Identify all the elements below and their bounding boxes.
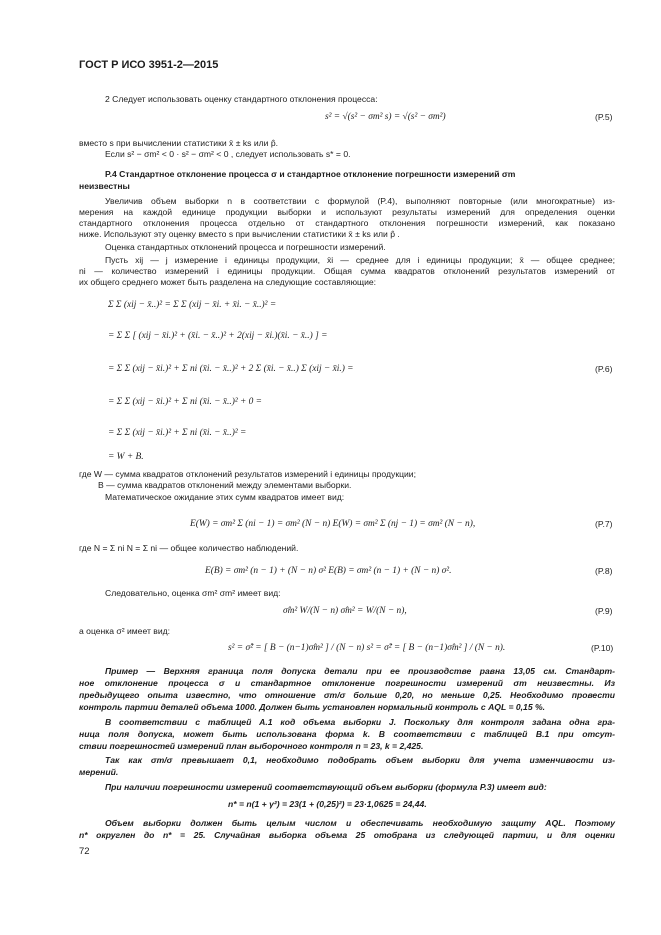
paragraph-line: Пусть xij — j измерение i единицы продукции, x̄i — среднее для i единицы продукции; x̄ — общее среднее; <box>105 255 615 265</box>
example-line: Так как σm/σ превышает 0,1, необходимо подобрать объем выборки для учета изменчивости из- <box>105 755 615 765</box>
equation-number-p5: (P.5) <box>595 112 613 122</box>
paragraph-line: мерения на каждой единице продукции выборки и используют результаты измерений для определения оценки <box>79 207 615 217</box>
equation-p6-line: = Σ Σ [ (xij − x̄i.)² + (x̄i. − x̄..)² + 2(xij − x̄i.)(x̄i. − x̄..) ] = <box>108 331 328 341</box>
example-line: ница поля допуска, может быть использована форма k. В соответствии с таблицей В.1 при отсут- <box>79 729 615 739</box>
example-line: Пример — Верхняя граница поля допуска детали при ее производстве равна 13,05 см. Стандарт- <box>105 666 615 676</box>
equation-p10: s² = σ̂² = [ B − (n−1)σ̂m² ] / (N − n) s² = σ̂² = [ B − (n−1)σ̂m² ] / (N − n). <box>228 643 506 653</box>
paragraph-line: Увеличив объем выборки n в соответствии с формулой (P.4), выполняют повторные (или многократные) из- <box>105 196 615 206</box>
paragraph-line: их общего среднего может быть разделена на следующие составляющие: <box>79 277 377 287</box>
example-formula: n* = n(1 + γ²) = 23(1 + (0,25)²) = 23·1,0625 = 24,44. <box>228 799 427 809</box>
page-number: 72 <box>79 846 90 857</box>
example-line: Объем выборки должен быть целым числом и обеспечивать необходимую защиту AQL. Поэтому <box>105 818 615 828</box>
estimate-text: Оценка стандартных отклонений процесса и погрешности измерений. <box>105 242 386 252</box>
example-line: При наличии погрешности измерений соответствующий объем выборки (формула P.3) имеет вид: <box>105 782 547 792</box>
equation-p9: σ̂m² W/(N − n) σ̂m² = W/(N − n), <box>283 606 407 616</box>
equation-p6-line: = W + B. <box>108 452 144 462</box>
if-condition-text: Если s² − σm² < 0 · s² − σm² < 0 , следует использовать s* = 0. <box>105 149 351 159</box>
example-line: В соответствии с таблицей А.1 код объема выборки J. Поскольку для контроля задана одна гра- <box>105 717 615 727</box>
equation-p5: s² = √(s² − σm² s) = √(s² − σm²) <box>325 112 446 122</box>
example-line: предыдущего опыта известно, что отношение σm/σ больше 0,20, но меньше 0,25. Необходимо провести <box>79 690 615 700</box>
equation-p6-line: = Σ Σ (xij − x̄i.)² + Σ ni (x̄i. − x̄..)² + 2 Σ (x̄i. − x̄..) Σ (xij − x̄i.) = <box>108 364 354 374</box>
equation-number-p9: (P.9) <box>595 606 613 616</box>
paragraph-line: ниже. Используют эту оценку вместо s при вычислении статистики x̄ ± ks или p̂ . <box>79 229 400 239</box>
document-header: ГОСТ Р ИСО 3951-2—2015 <box>79 59 219 71</box>
section-p4-title: P.4 Стандартное отклонение процесса σ и стандартное отклонение погрешности измерений σm <box>105 169 516 179</box>
equation-number-p6: (P.6) <box>595 364 613 374</box>
equation-number-p8: (P.8) <box>595 566 613 576</box>
equation-number-p7: (P.7) <box>595 519 613 529</box>
equation-p7: E(W) = σm² Σ (ni − 1) = σm² (N − n) E(W) = σm² Σ (nj − 1) = σm² (N − n), <box>190 519 476 529</box>
instead-text: вместо s при вычислении статистики x̄ ± ks или p̂. <box>79 138 278 148</box>
b-definition-text: B — сумма квадратов отклонений между элементами выборки. <box>98 480 352 490</box>
example-line: мерений. <box>79 767 119 777</box>
note-2-text: 2 Следует использовать оценку стандартного отклонения процесса: <box>105 94 378 104</box>
equation-p6-line: = Σ Σ (xij − x̄i.)² + Σ ni (x̄i. − x̄..)² = <box>108 428 247 438</box>
equation-p6-line: Σ Σ (xij − x̄..)² = Σ Σ (xij − x̄i. + x̄i. − x̄..)² = <box>108 300 277 310</box>
equation-p6-line: = Σ Σ (xij − x̄i.)² + Σ ni (x̄i. − x̄..)² + 0 = <box>108 397 263 407</box>
paragraph-line: стандартного отклонения процесса отдельно от стандартного отклонения погрешности измерений, как показано <box>79 218 615 228</box>
example-line: n* округлен до n* = 25. Случайная выборка объема 25 отобрана из следующей партии, и для оценки <box>79 830 615 840</box>
where-n-text: где N = Σ ni N = Σ ni — общее количество наблюдений. <box>79 543 299 553</box>
example-line: ствии погрешностей измерений план выборочного контроля n = 23, k = 2,425. <box>79 741 424 751</box>
equation-p8: E(B) = σm² (n − 1) + (N − n) σ² E(B) = σm² (n − 1) + (N − n) σ². <box>205 566 452 576</box>
where-w-text: где W — сумма квадратов отклонений результатов измерений i единицы продукции; <box>79 469 416 479</box>
sigma-estimate-text: а оценка σ² имеет вид: <box>79 626 171 636</box>
section-p4-title-cont: неизвестны <box>79 181 130 191</box>
expectation-text: Математическое ожидание этих сумм квадратов имеет вид: <box>105 492 345 502</box>
equation-number-p10: (P.10) <box>591 643 614 653</box>
example-line: контроль партии деталей объема 1000. Должен быть установлен нормальный контроль с AQL = 0,15 %. <box>79 702 546 712</box>
example-line: ное отклонение процесса σ и стандартное отклонение погрешности измерений σm неизвестны. Из <box>79 678 615 688</box>
paragraph-line: ni — количество измерений i единицы продукции. Общая сумма квадратов отклонений результатов измерений от <box>79 266 615 276</box>
therefore-text: Следовательно, оценка σm² σm² имеет вид: <box>105 588 281 598</box>
